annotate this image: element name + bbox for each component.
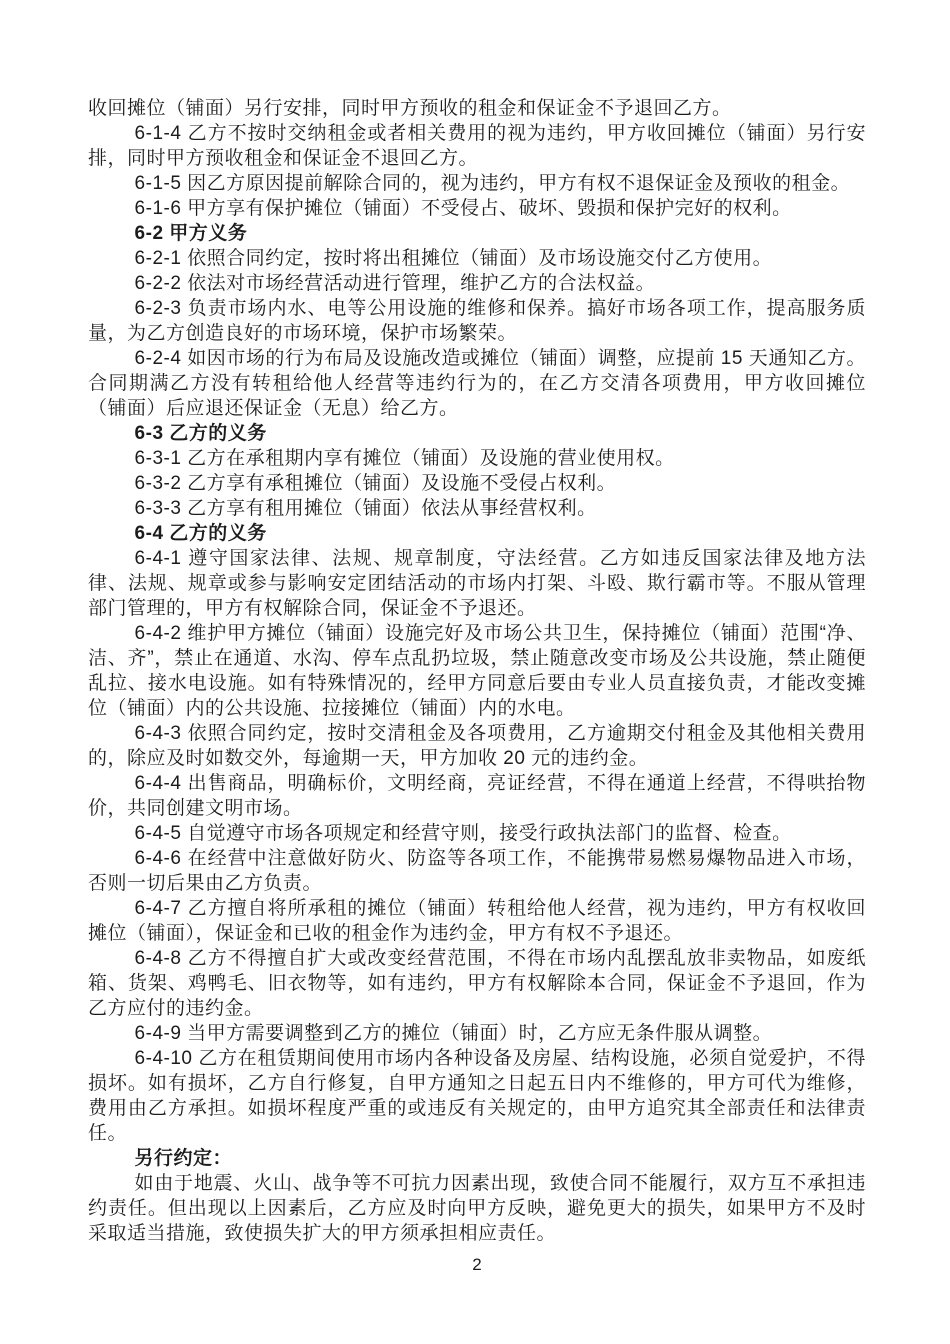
- section-heading-6-3: 6-3 乙方的义务: [134, 423, 267, 444]
- clause-6-3-3: 6-3-3 乙方享有租用摊位（铺面）依法从事经营权利。: [134, 498, 597, 519]
- page-footer: [88, 1254, 866, 1276]
- clause-6-2-2: 6-2-2 依法对市场经营活动进行管理，维护乙方的合法权益。: [134, 273, 656, 294]
- section-heading-other-agreement: 另行约定：: [134, 1148, 233, 1169]
- clause-6-1-4: 6-1-4 乙方不按时交纳租金或者相关费用的视为违约，甲方收回摊位（铺面）另行安排，同时甲方预收租金和保证金不退回乙方。: [88, 123, 866, 169]
- clause-6-2-3: 6-2-3 负责市场内水、电等公用设施的维修和保养。搞好市场各项工作，提高服务质量，为乙方创造良好的市场环境，保护市场繁荣。: [88, 298, 866, 344]
- clause-6-2-4: 6-2-4 如因市场的行为布局及设施改造或摊位（铺面）调整，应提前 15 天通知乙方。合同期满乙方没有转租给他人经营等违约行为的，在乙方交清各项费用，甲方收回摊位（铺面）后应退还保证金（无息）给乙方。: [88, 348, 866, 419]
- clause-6-3-2: 6-3-2 乙方享有承租摊位（铺面）及设施不受侵占权利。: [134, 473, 617, 494]
- clause-6-4-2: 6-4-2 维护甲方摊位（铺面）设施完好及市场公共卫生，保持摊位（铺面）范围“净、洁、齐”，禁止在通道、水沟、停车点乱扔垃圾，禁止随意改变市场及公共设施，禁止随便乱拉、接水电设施。如有特殊情况的，经甲方同意后要由专业人员直接负责，才能改变摊位（铺面）内的公共设施、拉接摊位（铺面）内的水电。: [88, 623, 866, 719]
- section-heading-6-2: 6-2 甲方义务: [134, 223, 248, 244]
- clause-6-2-1: 6-2-1 依照合同约定，按时将出租摊位（铺面）及市场设施交付乙方使用。: [134, 248, 773, 269]
- section-heading-6-4: 6-4 乙方的义务: [134, 523, 267, 544]
- clause-6-4-5: 6-4-5 自觉遵守市场各项规定和经营守则，接受行政执法部门的监督、检查。: [134, 823, 792, 844]
- clause-6-4-7: 6-4-7 乙方擅自将所承租的摊位（铺面）转租给他人经营，视为违约，甲方有权收回摊位（铺面），保证金和已收的租金作为违约金，甲方有权不予退还。: [88, 898, 866, 944]
- clause-force-majeure: 如由于地震、火山、战争等不可抗力因素出现，致使合同不能履行，双方互不承担违约责任。但出现以上因素后，乙方应及时向甲方反映，避免更大的损失，如果甲方不及时采取适当措施，致使损失扩大的甲方须承担相应责任。: [88, 1173, 866, 1244]
- clause-6-1-5: 6-1-5 因乙方原因提前解除合同的，视为违约，甲方有权不退保证金及预收的租金。: [134, 173, 851, 194]
- clause-6-4-6: 6-4-6 在经营中注意做好防火、防盗等各项工作，不能携带易燃易爆物品进入市场，否则一切后果由乙方负责。: [88, 848, 866, 894]
- page-number: 2: [472, 1255, 482, 1274]
- clause-6-3-1: 6-3-1 乙方在承租期内享有摊位（铺面）及设施的营业使用权。: [134, 448, 675, 469]
- clause-6-4-4: 6-4-4 出售商品，明确标价，文明经商，亮证经营，不得在通道上经营，不得哄抬物价，共同创建文明市场。: [88, 773, 866, 819]
- contract-body: [88, 96, 866, 1246]
- clause-6-4-10: 6-4-10 乙方在租赁期间使用市场内各种设备及房屋、结构设施，必须自觉爱护，不得损坏。如有损坏，乙方自行修复，自甲方通知之日起五日内不维修的，甲方可代为维修，费用由乙方承担。如损坏程度严重的或违反有关规定的，由甲方追究其全部责任和法律责任。: [88, 1048, 866, 1144]
- clause-6-4-9: 6-4-9 当甲方需要调整到乙方的摊位（铺面）时，乙方应无条件服从调整。: [134, 1023, 773, 1044]
- clause-6-1-3-continuation: 收回摊位（铺面）另行安排，同时甲方预收的租金和保证金不予退回乙方。: [88, 98, 732, 119]
- clause-6-4-3: 6-4-3 依照合同约定，按时交清租金及各项费用，乙方逾期交付租金及其他相关费用的，除应及时如数交外，每逾期一天，甲方加收 20 元的违约金。: [88, 723, 866, 769]
- clause-6-4-1: 6-4-1 遵守国家法律、法规、规章制度，守法经营。乙方如违反国家法律及地方法律、法规、规章或参与影响安定团结活动的市场内打架、斗殴、欺行霸市等。不服从管理部门管理的，甲方有权解除合同，保证金不予退还。: [88, 548, 866, 619]
- clause-6-1-6: 6-1-6 甲方享有保护摊位（铺面）不受侵占、破坏、毁损和保护完好的权利。: [134, 198, 792, 219]
- clause-6-4-8: 6-4-8 乙方不得擅自扩大或改变经营范围，不得在市场内乱摆乱放非卖物品，如废纸箱、货架、鸡鸭毛、旧衣物等，如有违约，甲方有权解除本合同，保证金不予退回，作为乙方应付的违约金。: [88, 948, 866, 1019]
